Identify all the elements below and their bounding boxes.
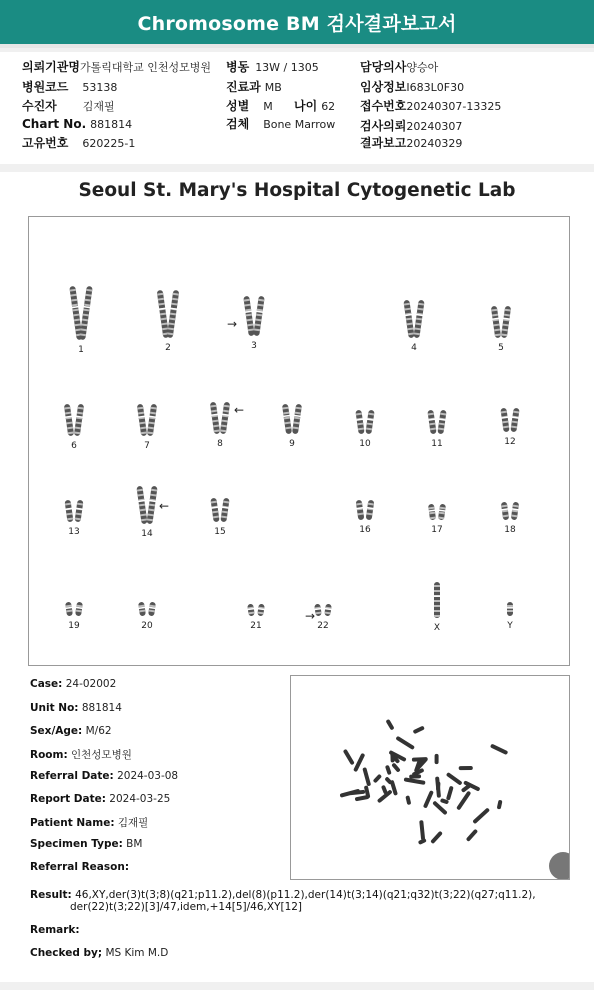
chromosome-pair-5 xyxy=(481,305,521,353)
institution-field: 의뢰기관명가톨릭대학교 인천성모병원 xyxy=(22,60,211,74)
chromosome-label: 15 xyxy=(214,527,226,537)
metaphase-chromosome xyxy=(373,774,383,784)
age-field: 나이 62 xyxy=(294,99,336,113)
chromosome-pair-X xyxy=(417,581,457,633)
chromosome-pair-7 xyxy=(127,403,167,451)
hospital-code-field: 병원코드 53138 xyxy=(22,80,118,94)
report-title: Chromosome BM 검사결과보고서 xyxy=(137,12,457,35)
chromosome-pair-12 xyxy=(490,407,530,447)
chromosome-pair-2 xyxy=(148,289,188,353)
header-info xyxy=(0,52,594,164)
metaphase-image xyxy=(290,675,570,880)
chromosome-pair-17 xyxy=(417,503,457,535)
chromosome-label: 1 xyxy=(78,345,84,355)
metaphase-chromosome xyxy=(385,765,392,775)
chromosome-label: 17 xyxy=(431,525,443,535)
metaphase-chromosome xyxy=(362,767,371,786)
metaphase-chromosome xyxy=(490,744,508,755)
interphase-nucleus xyxy=(549,852,570,880)
metaphase-chromosome xyxy=(391,762,401,772)
receipt-field: 접수번호20240307-13325 xyxy=(360,99,502,113)
chromosome-label: 5 xyxy=(498,343,504,353)
chromosome-pair-1 xyxy=(61,285,101,355)
dept-field: 진료과 MB xyxy=(226,80,282,94)
chromosome-label: 2 xyxy=(165,343,171,353)
karyotype-image xyxy=(28,216,570,666)
cytogenetic-report xyxy=(0,172,594,982)
metaphase-chromosome xyxy=(472,807,490,824)
metaphase-chromosome xyxy=(456,791,471,811)
report-title-bar xyxy=(0,0,594,48)
report-date-field-lab: Report Date: 2024-03-25 xyxy=(30,793,171,805)
metaphase-chromosome xyxy=(409,774,421,778)
patient-field: 수진자 김재필 xyxy=(22,99,115,113)
chromosome-pair-6 xyxy=(54,403,94,451)
chromosome-label: X xyxy=(433,623,441,633)
chromosome-label: Y xyxy=(507,621,513,631)
request-field: 검사의뢰20240307 xyxy=(360,119,463,133)
metaphase-chromosome xyxy=(497,800,503,810)
chromosome-pair-Y xyxy=(490,601,530,631)
chromosome-label: 10 xyxy=(359,439,371,449)
lab-title: Seoul St. Mary's Hospital Cytogenetic Lab xyxy=(78,180,516,201)
chromosome-label: 6 xyxy=(71,441,77,451)
chromosome-pair-13 xyxy=(54,499,94,537)
metaphase-chromosome xyxy=(385,719,394,731)
metaphase-chromosome xyxy=(395,736,415,750)
chromosome-pair-10 xyxy=(345,409,385,449)
abnormality-arrow-chr8: ← xyxy=(234,403,245,417)
result-line-2: der(22)t(3;22)[3]/47,idem,+14[5]/46,XY[12] xyxy=(70,901,303,913)
metaphase-chromosome xyxy=(446,786,454,801)
clinical-field: 임상정보I683L0F30 xyxy=(360,80,465,94)
case-field: Case: 24-02002 xyxy=(30,678,117,690)
chromosome-pair-9 xyxy=(272,403,312,449)
sex-field: 성별 M xyxy=(226,99,273,113)
chromosome-pair-11 xyxy=(417,409,457,449)
metaphase-chromosome xyxy=(390,753,394,762)
bottom-bar xyxy=(0,982,594,990)
chromosome-label: 8 xyxy=(217,439,223,449)
room-field: Room: 인천성모병원 xyxy=(30,749,132,761)
chromosome-pair-4 xyxy=(394,299,434,353)
chromosome-pair-18 xyxy=(490,501,530,535)
remark-field: Remark: xyxy=(30,924,80,936)
chromosome-label: 18 xyxy=(504,525,516,535)
abnormality-arrow-chr22: → xyxy=(305,609,316,623)
chromosome-pair-21 xyxy=(236,603,276,631)
metaphase-chromosome xyxy=(419,820,425,840)
chromosome-label: 14 xyxy=(141,529,153,539)
chromosome-label: 16 xyxy=(359,525,371,535)
chromosome-label: 3 xyxy=(251,341,257,351)
chromosome-label: 20 xyxy=(141,621,153,631)
metaphase-chromosome xyxy=(405,795,411,805)
metaphase-chromosome xyxy=(436,782,441,791)
metaphase-chromosome xyxy=(343,749,355,766)
referral-date-field: Referral Date: 2024-03-08 xyxy=(30,770,179,782)
chromosome-label: 7 xyxy=(144,441,150,451)
patient-name-field: Patient Name: 김재필 xyxy=(30,817,149,829)
chromosome-pair-19 xyxy=(54,601,94,631)
metaphase-chromosome xyxy=(413,726,425,735)
abnormality-arrow-chr14: ← xyxy=(159,499,170,513)
metaphase-chromosome xyxy=(430,831,443,844)
metaphase-chromosome xyxy=(466,829,478,842)
chromosome-pair-15 xyxy=(200,497,240,537)
unit-field: Unit No: 881814 xyxy=(30,702,122,714)
ward-field: 병동 13W / 1305 xyxy=(226,60,319,74)
chromosome-label: 9 xyxy=(289,439,295,449)
sexage-field: Sex/Age: M/62 xyxy=(30,725,112,737)
chromosome-label: 12 xyxy=(504,437,516,447)
metaphase-chromosome xyxy=(340,789,361,798)
specimen-type-field: Specimen Type: BM xyxy=(30,838,143,850)
chromosome-label: 22 xyxy=(317,621,329,631)
specimen-field: 검체 Bone Marrow xyxy=(226,117,336,131)
chromosome-label: 19 xyxy=(68,621,80,631)
referral-reason-field: Referral Reason: xyxy=(30,861,130,873)
chromosome-pair-20 xyxy=(127,601,167,631)
metaphase-chromosome xyxy=(435,754,439,764)
chromosome-label: 21 xyxy=(250,621,262,631)
metaphase-chromosome xyxy=(446,772,463,786)
chart-field: Chart No. 881814 xyxy=(22,117,133,131)
metaphase-chromosome xyxy=(423,790,434,808)
result-line-1: Result: 46,XY,der(3)t(3;8)(q21;p11.2),del(8)(p11.2),der(14)t(3;14)(q21;q32)t(3;22)(q27;q11.2), xyxy=(30,889,536,901)
report-date-field: 결과보고20240329 xyxy=(360,136,463,150)
section-separator xyxy=(0,164,594,172)
result-section xyxy=(30,889,550,913)
metaphase-chromosome xyxy=(459,766,473,770)
id-field: 고유번호 620225-1 xyxy=(22,136,136,150)
chromosome-label: 4 xyxy=(411,343,417,353)
checked-by-field: Checked by; MS Kim M.D xyxy=(30,947,169,959)
abnormality-arrow-chr3: → xyxy=(227,317,238,331)
chromosome-pair-3 xyxy=(234,295,274,351)
chromosome-label: 11 xyxy=(431,439,443,449)
doctor-field: 담당의사양승아 xyxy=(360,60,439,74)
chromosome-pair-16 xyxy=(345,499,385,535)
chromosome-label: 13 xyxy=(68,527,80,537)
